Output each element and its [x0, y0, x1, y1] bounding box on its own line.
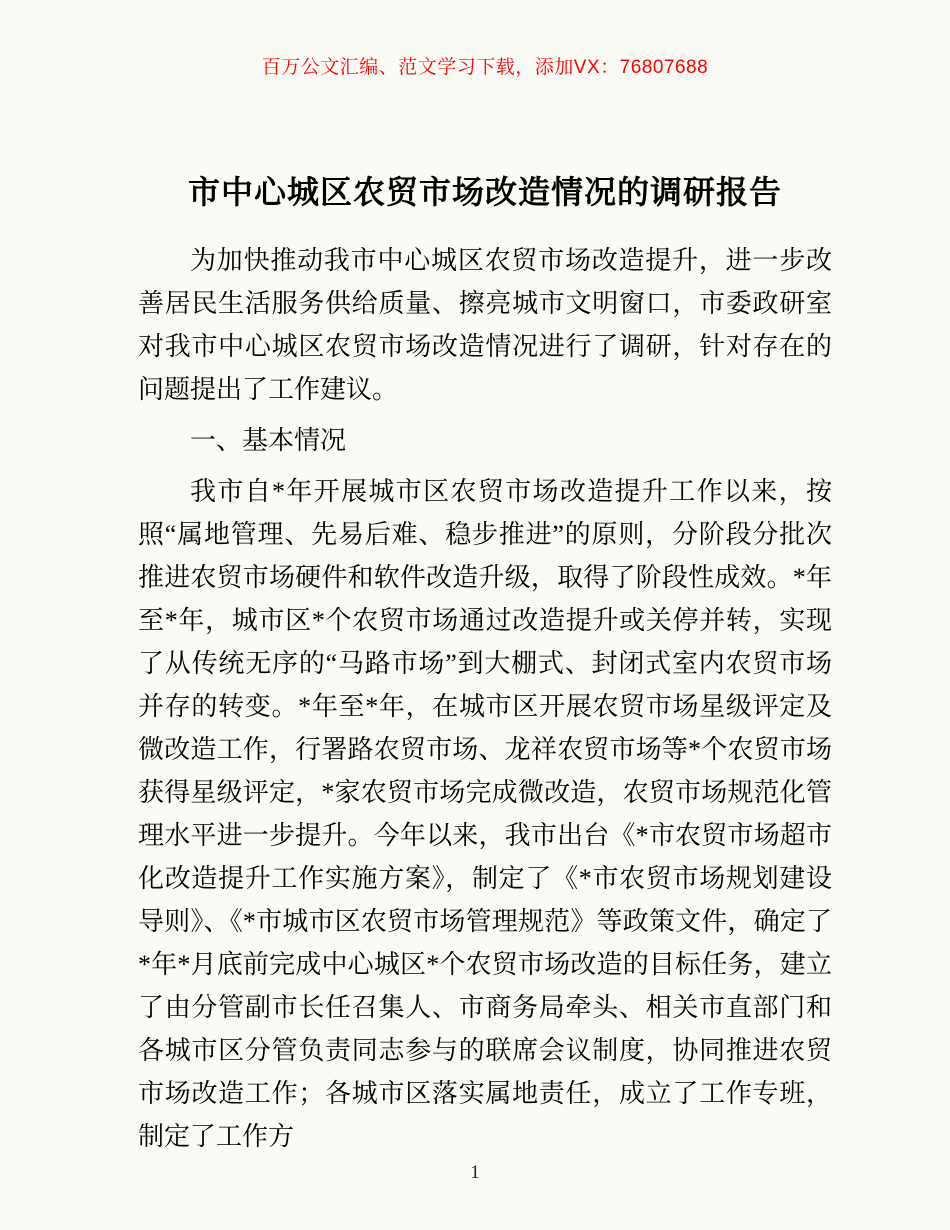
intro-paragraph: 为加快推动我市中心城区农贸市场改造提升，进一步改善居民生活服务供给质量、擦亮城市文明窗口，市委政研室对我市中心城区农贸市场改造情况进行了调研，针对存在的问题提出了工作建议。 [138, 246, 832, 404]
section-heading: 一、基本情况 [190, 426, 347, 455]
page-number: 1 [470, 1162, 480, 1183]
header-notice: 百万公文汇编、范文学习下载，添加VX：76807688 [261, 57, 709, 78]
document-title: 市中心城区农贸市场改造情况的调研报告 [187, 174, 782, 210]
body-paragraph: 我市自*年开展城市区农贸市场改造提升工作以来，按照“属地管理、先易后难、稳步推进”的原则，分阶段分批次推进农贸市场硬件和软件改造升级，取得了阶段性成效。*年至*年，城市区*个农贸市场通过改造提升或关停并转，实现了从传统无序的“马路市场”到大棚式、封闭式室内农贸市场并存的转变。*年至*年，在城市区开展农贸市场星级评定及微改造工作，行署路农贸市场、龙祥农贸市场等*个农贸市场获得星级评定，*家农贸市场完成微改造，农贸市场规范化管理水平进一步提升。今年以来，我市出台《*市农贸市场超市化改造提升工作实施方案》，制定了《*市农贸市场规划建设导则》、《*市城市区农贸市场管理规范》等政策文件，确定了*年*月底前完成中心城区*个农贸市场改造的目标任务，建立了由分管副市长任召集人、市商务局牵头、相关市直部门和各城市区分管负责同志参与的联席会议制度，协同推进农贸市场改造工作；各城市区落实属地责任，成立了工作专班，制定了工作方 [138, 477, 832, 1151]
document-body [138, 239, 832, 1158]
